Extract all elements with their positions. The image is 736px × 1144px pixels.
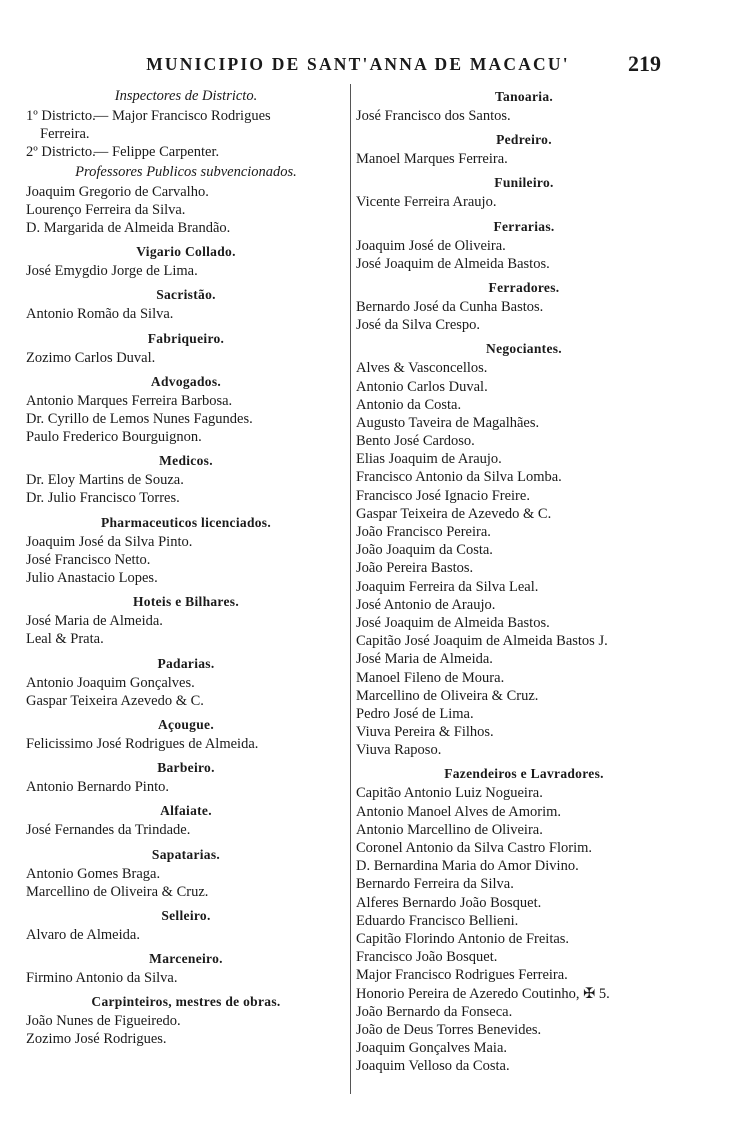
list-item: D. Bernardina Maria do Amor Divino. — [356, 858, 579, 875]
section-heading: Hoteis e Bilhares. — [132, 594, 240, 610]
list-item: José Maria de Almeida. — [356, 651, 493, 668]
section-heading: Funileiro. — [494, 175, 554, 191]
district-line-2 — [26, 143, 346, 161]
list-item: José Francisco dos Santos. — [356, 108, 511, 124]
list-item: Elias Joaquim de Araujo. — [356, 451, 502, 468]
list-item: Joaquim Velloso da Costa. — [356, 1058, 510, 1075]
district-line-1 — [26, 107, 346, 125]
section-heading: Ferradores. — [488, 279, 560, 295]
list-item: Antonio da Costa. — [356, 396, 462, 413]
list-item: Joaquim José de Oliveira. — [356, 237, 506, 254]
district-label: 1º Districto. — [26, 108, 96, 124]
section-heading: Alfaiate. — [160, 803, 212, 819]
list-item: José Fernandes da Trindade. — [26, 822, 191, 839]
list-item: Honorio Pereira de Azeredo Coutinho, ✠ 5. — [356, 985, 610, 1002]
section-heading: Advogados. — [150, 373, 222, 389]
list-item: Marcellino de Oliveira & Cruz. — [356, 687, 539, 704]
list-item: Manoel Fileno de Moura. — [356, 669, 505, 686]
list-item: Capitão José Joaquim de Almeida Bastos J. — [356, 633, 608, 650]
list-item: José Joaquim de Almeida Bastos. — [356, 255, 550, 272]
list-item: Major Francisco Rodrigues Ferreira. — [356, 967, 568, 984]
list-item: Capitão Antonio Luiz Nogueira. — [356, 785, 543, 802]
list-item: José Emygdio Jorge de Lima. — [26, 263, 198, 280]
list-item: Marcellino de Oliveira & Cruz. — [26, 883, 209, 900]
section-heading: Pedreiro. — [496, 132, 552, 148]
list-item: Antonio Carlos Duval. — [356, 378, 488, 395]
list-item: Felicissimo José Rodrigues de Almeida. — [26, 735, 259, 752]
section-heading: Professores Publicos subvencionados. — [75, 163, 297, 180]
district-inspector: Felippe Carpenter. — [112, 144, 220, 161]
list-item: Gaspar Teixeira Azevedo & C. — [26, 692, 204, 709]
list-item: Bento José Cardoso. — [356, 433, 475, 450]
district-inspector: Major Francisco Rodrigues — [112, 108, 271, 124]
section-heading: Fazendeiros e Lavradores. — [444, 766, 604, 782]
list-item: Pedro José de Lima. — [356, 705, 474, 722]
page-header — [0, 51, 736, 84]
list-item: Antonio Manoel Alves de Amorim. — [356, 803, 561, 820]
section-heading: Pharmaceuticos licenciados. — [100, 514, 272, 530]
page-number: 219 — [628, 51, 661, 76]
list-item: Julio Anastacio Lopes. — [26, 570, 158, 586]
district-line-1-continuation: Ferreira. — [40, 126, 90, 143]
section-heading: Sapatarias. — [151, 846, 221, 862]
section-heading: Tanoaria. — [494, 89, 554, 104]
list-item: Francisco José Ignacio Freire. — [356, 487, 530, 504]
district-separator: — — [93, 144, 109, 161]
list-item: Alves & Vasconcellos. — [356, 360, 488, 377]
list-item: Antonio Romão da Silva. — [26, 306, 174, 323]
left-column — [26, 86, 346, 1053]
list-item: João Bernardo da Fonseca. — [356, 1003, 513, 1020]
district-separator: — — [93, 108, 109, 124]
list-item: Augusto Taveira de Magalhães. — [356, 414, 540, 431]
section-heading: Padarias. — [157, 655, 215, 671]
right-column — [356, 86, 692, 1079]
section-heading: Barbeiro. — [157, 760, 215, 776]
list-item: Paulo Frederico Bourguignon. — [26, 429, 202, 446]
list-item: Dr. Julio Francisco Torres. — [26, 490, 180, 507]
list-item: Bernardo Ferreira da Silva. — [356, 876, 514, 893]
list-item: João Pereira Bastos. — [356, 560, 474, 577]
list-item: Eduardo Francisco Bellieni. — [356, 912, 519, 929]
list-item: Francisco Antonio da Silva Lomba. — [356, 469, 562, 486]
list-item: Capitão Florindo Antonio de Freitas. — [356, 930, 570, 947]
list-item: Antonio Bernardo Pinto. — [26, 779, 169, 796]
section-heading: Vigario Collado. — [136, 244, 236, 260]
left-sections — [26, 162, 346, 1053]
list-item: Joaquim José da Silva Pinto. — [26, 533, 193, 550]
section-heading-inspectores: Inspectores de Districto. — [114, 88, 258, 104]
list-item: José Francisco Netto. — [26, 551, 151, 568]
list-item: Alvaro de Almeida. — [26, 926, 140, 943]
section-heading: Negociantes. — [486, 341, 562, 357]
list-item: Viuva Raposo. — [356, 742, 442, 759]
list-item: Viuva Pereira & Filhos. — [356, 724, 494, 741]
list-item: Joaquim Gonçalves Maia. — [356, 1040, 508, 1057]
list-item: Coronel Antonio da Silva Castro Florim. — [356, 840, 593, 856]
section-heading: Fabriqueiro. — [147, 330, 225, 346]
column-divider — [350, 84, 351, 1094]
list-item: Leal & Prata. — [26, 631, 104, 648]
list-item: José da Silva Crespo. — [356, 317, 481, 334]
district-label: 2º Districto. — [26, 144, 96, 161]
list-item: Gaspar Teixeira de Azevedo & C. — [356, 505, 552, 522]
list-item: José Joaquim de Almeida Bastos. — [356, 614, 550, 631]
list-item: Zozimo Carlos Duval. — [26, 349, 156, 366]
section-heading: Medicos. — [159, 453, 213, 469]
list-item: Antonio Gomes Braga. — [26, 865, 161, 882]
section-heading: Carpinteiros, mestres de obras. — [91, 994, 281, 1010]
section-heading: Marceneiro. — [149, 951, 223, 967]
list-item: Zozimo José Rodrigues. — [26, 1031, 167, 1048]
list-item: Francisco João Bosquet. — [356, 949, 498, 966]
list-item: José Maria de Almeida. — [26, 613, 163, 630]
section-heading: Selleiro. — [161, 907, 211, 923]
list-item: João Joaquim da Costa. — [356, 542, 493, 559]
list-item: Firmino Antonio da Silva. — [26, 970, 178, 987]
list-item: Dr. Cyrillo de Lemos Nunes Fagundes. — [26, 410, 253, 427]
list-item: Vicente Ferreira Araujo. — [356, 194, 497, 211]
list-item: Alferes Bernardo João Bosquet. — [356, 894, 542, 911]
page-title: MUNICIPIO DE SANT'ANNA DE MACACU' — [146, 54, 570, 74]
list-item: Antonio Marques Ferreira Barbosa. — [26, 392, 233, 409]
list-item: Lourenço Ferreira da Silva. — [26, 201, 186, 218]
list-item: D. Margarida de Almeida Brandão. — [26, 219, 231, 236]
list-item: Bernardo José da Cunha Bastos. — [356, 298, 544, 315]
list-item: João Francisco Pereira. — [356, 524, 491, 540]
list-item: Antonio Marcellino de Oliveira. — [356, 821, 543, 838]
section-heading: Ferrarias. — [493, 218, 555, 234]
list-item: Joaquim Ferreira da Silva Leal. — [356, 578, 539, 595]
list-item: Joaquim Gregorio de Carvalho. — [26, 183, 209, 200]
list-item: Dr. Eloy Martins de Souza. — [26, 472, 184, 489]
list-item: Antonio Joaquim Gonçalves. — [26, 674, 195, 691]
right-sections — [356, 86, 692, 1079]
list-item: João de Deus Torres Benevides. — [356, 1021, 542, 1038]
list-item: João Nunes de Figueiredo. — [26, 1013, 181, 1030]
list-item: Manoel Marques Ferreira. — [356, 151, 508, 168]
list-item: José Antonio de Araujo. — [356, 596, 496, 613]
section-heading: Açougue. — [157, 716, 215, 732]
section-heading: Sacristão. — [156, 287, 216, 303]
